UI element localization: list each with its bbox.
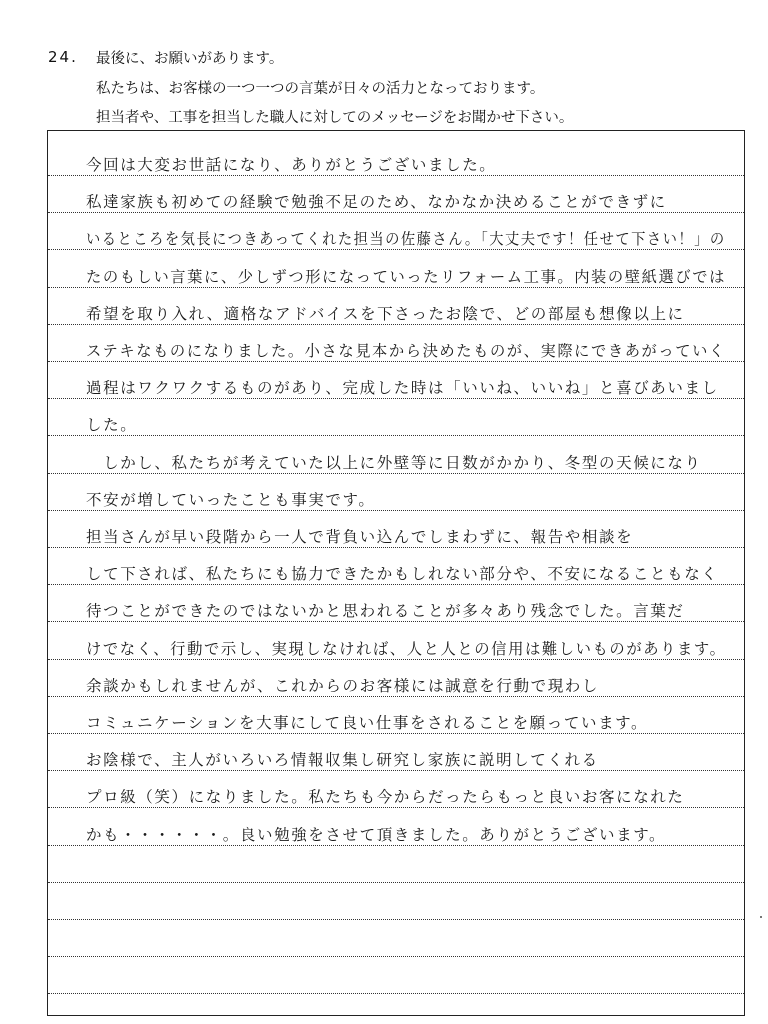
handwritten-line: たのもしい言葉に、少しずつ形になっていったリフォーム工事。内装の壁紙選びでは [86,267,726,286]
ruled-line [48,733,744,734]
handwritten-line: いるところを気長につきあってくれた担当の佐藤さん。「大丈夫です！任せて下さい！」の [86,230,726,249]
ruled-line [48,212,744,213]
handwritten-line: して下されば、私たちにも協力できたかもしれない部分や、不安になることもなく [86,565,719,584]
handwritten-line: 私達家族も初めての経験で勉強不足のため、なかなか決めることができずに [86,193,667,212]
ruled-line [48,621,744,622]
handwritten-line: 希望を取り入れ、適格なアドバイスを下さったお陰で、どの部屋も想像以上に [86,304,685,323]
ruled-line [48,770,744,771]
handwritten-line: 余談かもしれませんが、これからのお客様には誠意を行動で現わし [86,676,600,695]
handwritten-line: ステキなものになりました。小さな見本から決めたものが、実際にできあがっていく [86,342,726,360]
ruled-line [48,510,744,511]
ruled-line [48,324,744,325]
handwritten-line: 今回は大変お世話になり、ありがとうございました。 [86,156,497,174]
handwritten-line: かも・・・・・・。良い勉強をさせて頂きました。ありがとうございます。 [86,825,667,844]
question-header [0,0,768,130]
ruled-line [48,882,744,883]
ruled-line [48,584,744,585]
handwritten-line: プロ級（笑）になりました。私たちも今からだったらもっと良いお客になれた [86,788,685,807]
scan-speck [760,916,762,918]
ruled-line [48,175,744,176]
handwritten-line: 不安が増していったことも事実です。 [86,490,376,509]
handwritten-line: しかし、私たちが考えていた以上に外壁等に日数がかかり、冬型の天候になり [86,453,702,472]
handwritten-line: 待つことができたのではないかと思われることが多々あり残念でした。言葉だ [86,602,685,621]
ruled-line [48,919,744,920]
ruled-line [48,249,744,250]
answer-box [47,130,745,1016]
question-line-1: 最後に、お願いがあります。 [96,51,284,67]
ruled-line [48,473,744,474]
handwritten-line: した。 [86,416,138,435]
question-line-3: 担当者や、工事を担当した職人に対してのメッセージをお聞かせ下さい。 [96,110,574,126]
ruled-line [48,807,744,808]
handwritten-line: 担当さんが早い段階から一人で背負い込んでしまわずに、報告や相談を [86,528,634,546]
ruled-line [48,398,744,399]
ruled-line [48,435,744,436]
handwritten-line: 過程はワクワクするものがあり、完成した時は「いいね、いいね」と喜びあいまし [86,379,719,398]
ruled-line [48,287,744,288]
handwritten-line: コミュニケーションを大事にして良い仕事をされることを願っています。 [86,714,649,732]
handwritten-line: お陰様で、主人がいろいろ情報収集し研究し家族に説明してくれる [86,751,599,770]
ruled-line [48,696,744,697]
question-number: 24. [48,48,78,66]
ruled-line [48,547,744,548]
ruled-line [48,361,744,362]
handwritten-line: けでなく、行動で示し、実現しなければ、人と人との信用は難しいものがあります。 [86,639,727,658]
ruled-line [48,956,744,957]
ruled-line [48,993,744,994]
ruled-line [48,845,744,846]
ruled-line [48,659,744,660]
question-line-2: 私たちは、お客様の一つ一つの言葉が日々の活力となっております。 [96,81,545,97]
